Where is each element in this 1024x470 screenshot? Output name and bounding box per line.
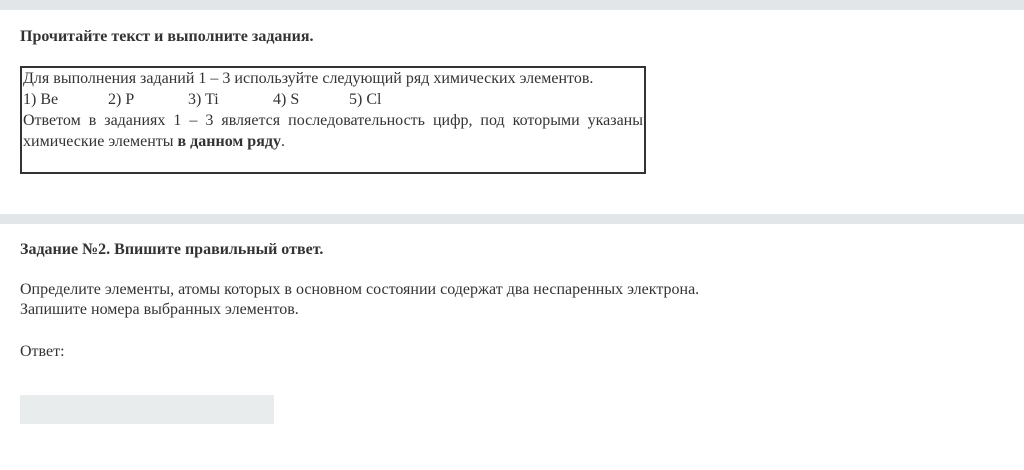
- task-question: [20, 280, 699, 320]
- task-question-line: Запишите номера выбранных элементов.: [20, 301, 299, 318]
- answer-note-text: Ответом в заданиях 1 – 3 является последовательность цифр, под которыми указаны химические элементы: [23, 112, 643, 150]
- element-item: 5) Cl: [349, 91, 382, 108]
- answer-label: Ответ:: [20, 343, 65, 360]
- element-item: 3) Ti: [188, 91, 219, 108]
- element-item: 1) Be: [23, 91, 59, 108]
- answer-input[interactable]: [20, 395, 274, 424]
- instructions-title: Прочитайте текст и выполните задания.: [20, 28, 314, 45]
- task-question-line: Определите элементы, атомы которых в основном состоянии содержат два неспаренных электрона.: [20, 281, 700, 298]
- elements-info-box: [20, 66, 646, 174]
- element-item: 2) P: [108, 91, 135, 108]
- element-item: 4) S: [273, 91, 300, 108]
- answer-note-emphasis: в данном ряду: [177, 133, 281, 150]
- section-divider-band: [0, 214, 1024, 224]
- task-title: Задание №2. Впишите правильный ответ.: [20, 241, 324, 258]
- elements-list: [23, 89, 643, 110]
- intro-text: Для выполнения заданий 1 – 3 используйте следующий ряд химических элементов.: [23, 70, 594, 87]
- answer-note-end: .: [280, 133, 285, 150]
- answer-note: [23, 110, 643, 152]
- top-divider-band: [0, 0, 1024, 10]
